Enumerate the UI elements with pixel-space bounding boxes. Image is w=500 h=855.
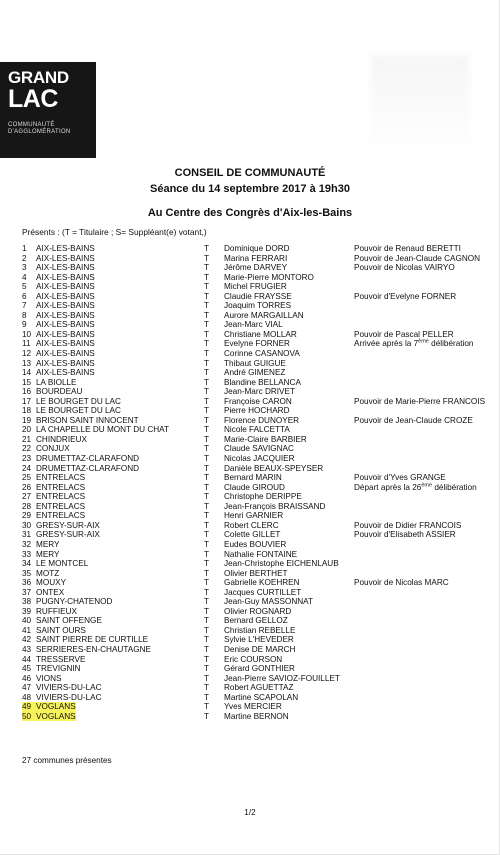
- attendance-row: [22, 616, 492, 626]
- attendance-row: [22, 511, 492, 521]
- member-type: T: [204, 396, 210, 406]
- row-number: 28: [22, 501, 32, 511]
- member-type: T: [204, 244, 210, 253]
- member-name: Claude GIROUD: [224, 482, 285, 492]
- member-type: T: [204, 587, 210, 597]
- member-type: T: [204, 501, 210, 511]
- attendance-row: [22, 530, 492, 540]
- member-type: T: [204, 568, 210, 578]
- session-date: Séance du 14 septembre 2017 à 19h30: [150, 183, 350, 195]
- member-name: Olivier ROGNARD: [224, 606, 292, 616]
- commune-name: ENTRELACS: [36, 501, 86, 511]
- member-name: Nicolas JACQUIER: [224, 454, 295, 464]
- member-name: Christiane MOLLAR: [224, 329, 297, 339]
- row-number: 38: [22, 597, 32, 607]
- row-number: 30: [22, 520, 32, 530]
- attendance-row: [22, 311, 492, 321]
- member-type: T: [204, 520, 210, 530]
- communes-count: 27 communes présentes: [22, 756, 112, 765]
- member-type: T: [204, 644, 210, 654]
- member-name: Claudie FRAYSSE: [224, 291, 292, 301]
- row-number: 47: [22, 683, 32, 693]
- attendance-row: [22, 626, 492, 636]
- member-type: T: [204, 711, 210, 721]
- member-type: T: [204, 664, 210, 674]
- member-type: T: [204, 511, 210, 521]
- logo-line2: LAC: [8, 85, 58, 113]
- commune-name: LE BOURGET DU LAC: [36, 406, 121, 416]
- row-number: 35: [22, 568, 32, 578]
- commune-name: TREVIGNIN: [36, 664, 81, 674]
- row-number: 15: [22, 377, 32, 387]
- member-name: Corinne CASANOVA: [224, 349, 300, 359]
- attendance-row: [22, 292, 492, 302]
- commune-name: SAINT OURS: [36, 625, 86, 635]
- member-type: T: [204, 434, 210, 444]
- attendance-row: [22, 569, 492, 579]
- commune-name: VIONS: [36, 673, 62, 683]
- member-name: Florence DUNOYER: [224, 415, 300, 425]
- member-name: Martine SCAPOLAN: [224, 692, 299, 702]
- member-type: T: [204, 387, 210, 397]
- row-number: 7: [22, 301, 27, 311]
- row-number: 16: [22, 387, 32, 397]
- member-name: Jean-Christophe EICHENLAUB: [224, 559, 339, 569]
- attendance-row: [22, 254, 492, 264]
- row-number: 25: [22, 473, 32, 483]
- commune-name: AIX-LES-BAINS: [36, 301, 95, 311]
- commune-name: AIX-LES-BAINS: [36, 349, 95, 359]
- member-name: Jean-Marc DRIVET: [224, 387, 295, 397]
- member-type: T: [204, 339, 210, 349]
- member-type: T: [204, 415, 210, 425]
- commune-name: AIX-LES-BAINS: [36, 253, 95, 263]
- proxy-note: Pouvoir d'Evelyne FORNER: [354, 291, 457, 301]
- member-name: Christian REBELLE: [224, 625, 296, 635]
- row-number: 8: [22, 310, 27, 320]
- commune-name: VOGLANS: [36, 711, 76, 721]
- member-name: Aurore MARGAILLAN: [224, 310, 304, 320]
- commune-name: AIX-LES-BAINS: [36, 291, 95, 301]
- attendance-row: [22, 378, 492, 388]
- member-name: Danièle BEAUX-SPEYSER: [224, 463, 324, 473]
- commune-name: VIVIERS-DU-LAC: [36, 692, 102, 702]
- member-name: Henri GARNIER: [224, 511, 284, 521]
- member-type: T: [204, 349, 210, 359]
- attendance-row: [22, 483, 492, 493]
- member-type: T: [204, 253, 210, 263]
- member-name: Françoise CARON: [224, 396, 292, 406]
- member-type: T: [204, 329, 210, 339]
- attendance-row: [22, 387, 492, 397]
- proxy-note: Pouvoir de Renaud BERETTI: [354, 244, 461, 253]
- commune-name: TRESSERVE: [36, 654, 86, 664]
- member-type: T: [204, 578, 210, 588]
- member-name: Jean-Guy MASSONNAT: [224, 597, 314, 607]
- member-type: T: [204, 683, 210, 693]
- attendance-row: [22, 416, 492, 426]
- row-number: 20: [22, 425, 32, 435]
- member-name: Gérard GONTHIER: [224, 664, 295, 674]
- commune-name: MERY: [36, 549, 60, 559]
- member-type: T: [204, 406, 210, 416]
- member-type: T: [204, 530, 210, 540]
- attendance-row: [22, 339, 492, 349]
- row-number: 31: [22, 530, 32, 540]
- row-number: 4: [22, 272, 27, 282]
- row-number: 49: [22, 702, 36, 712]
- commune-name: SAINT OFFENGE: [36, 616, 102, 626]
- member-name: Sylvie L'HEVEDER: [224, 635, 294, 645]
- member-name: Jean-François BRAISSAND: [224, 501, 326, 511]
- member-type: T: [204, 692, 210, 702]
- grand-lac-logo: [0, 62, 96, 158]
- row-number: 11: [22, 339, 31, 349]
- row-number: 48: [22, 692, 32, 702]
- member-type: T: [204, 625, 210, 635]
- attendance-row: [22, 244, 492, 254]
- commune-name: ENTRELACS: [36, 511, 86, 521]
- row-number: 45: [22, 664, 32, 674]
- attendance-row: [22, 406, 492, 416]
- attendance-row: [22, 597, 492, 607]
- row-number: 14: [22, 368, 32, 378]
- row-number: 10: [22, 329, 32, 339]
- attendance-row: [22, 282, 492, 292]
- commune-name: AIX-LES-BAINS: [36, 329, 95, 339]
- member-name: Joaquim TORRES: [224, 301, 292, 311]
- row-number: 46: [22, 673, 32, 683]
- proxy-note: Pouvoir de Nicolas VAIRYO: [354, 263, 455, 273]
- member-type: T: [204, 482, 210, 492]
- commune-name: VOGLANS: [36, 702, 76, 712]
- member-type: T: [204, 282, 210, 292]
- member-name: Olivier BERTHET: [224, 568, 288, 578]
- attendance-row: [22, 655, 492, 665]
- commune-name: MOUXY: [36, 578, 67, 588]
- row-number: 9: [22, 320, 27, 330]
- attendance-row: [22, 464, 492, 474]
- attendance-row: [22, 693, 492, 703]
- row-number: 37: [22, 587, 32, 597]
- commune-name: MOTZ: [36, 568, 60, 578]
- member-name: Marina FERRARI: [224, 253, 288, 263]
- commune-name: BRISON SAINT INNOCENT: [36, 415, 139, 425]
- commune-name: GRESY-SUR-AIX: [36, 520, 100, 530]
- commune-name: LE MONTCEL: [36, 559, 89, 569]
- presents-legend: Présents : (T = Titulaire ; S= Suppléant(e) votant,): [22, 227, 207, 237]
- attendance-row: [22, 607, 492, 617]
- attendance-row: [22, 702, 492, 712]
- member-type: T: [204, 606, 210, 616]
- attendance-row: [22, 540, 492, 550]
- member-name: Blandine BELLANCA: [224, 377, 301, 387]
- member-name: Marie-Pierre MONTORO: [224, 272, 314, 282]
- member-type: T: [204, 539, 210, 549]
- row-number: 41: [22, 625, 32, 635]
- attendance-row: [22, 301, 492, 311]
- commune-name: AIX-LES-BAINS: [36, 263, 95, 273]
- proxy-note: Pouvoir de Jean-Claude CAGNON: [354, 253, 481, 263]
- row-number: 19: [22, 415, 32, 425]
- attendance-row: [22, 368, 492, 378]
- member-name: Denise DE MARCH: [224, 644, 296, 654]
- row-number: 29: [22, 511, 32, 521]
- commune-name: AIX-LES-BAINS: [36, 310, 95, 320]
- logo-subline1: COMMUNAUTÉ: [8, 122, 55, 128]
- proxy-note: Pouvoir d'Elisabeth ASSIER: [354, 530, 456, 540]
- commune-name: SAINT PIERRE DE CURTILLE: [36, 635, 149, 645]
- commune-name: PUGNY-CHATENOD: [36, 597, 113, 607]
- attendance-list: [22, 244, 492, 721]
- member-name: Jean-Marc VIAL: [224, 320, 283, 330]
- attendance-row: [22, 588, 492, 598]
- row-number: 13: [22, 358, 32, 368]
- attendance-row: [22, 559, 492, 569]
- row-number: 12: [22, 349, 32, 359]
- attendance-row: [22, 502, 492, 512]
- member-type: T: [204, 673, 210, 683]
- member-type: T: [204, 320, 210, 330]
- commune-name: ENTRELACS: [36, 473, 86, 483]
- member-name: Yves MERCIER: [224, 702, 282, 712]
- row-number: 42: [22, 635, 32, 645]
- document-title: CONSEIL DE COMMUNAUTÉ: [174, 167, 326, 179]
- member-name: Marie-Claire BARBIER: [224, 434, 307, 444]
- commune-name: ONTEX: [36, 587, 65, 597]
- member-name: Bernard MARIN: [224, 473, 282, 483]
- member-type: T: [204, 377, 210, 387]
- commune-name: ENTRELACS: [36, 492, 86, 502]
- row-number: 6: [22, 291, 27, 301]
- row-number: 1: [22, 244, 27, 253]
- member-type: T: [204, 358, 210, 368]
- member-type: T: [204, 492, 210, 502]
- logo-subline2: D'AGGLOMÉRATION: [8, 129, 71, 135]
- commune-name: AIX-LES-BAINS: [36, 320, 95, 330]
- attendance-row: [22, 674, 492, 684]
- proxy-note: Pouvoir de Marie-Pierre FRANCOIS: [354, 396, 486, 406]
- commune-name: CHINDRIEUX: [36, 434, 87, 444]
- member-name: Gabrielle KOEHREN: [224, 578, 300, 588]
- commune-name: AIX-LES-BAINS: [36, 244, 95, 253]
- attendance-row: [22, 521, 492, 531]
- member-name: Eudes BOUVIER: [224, 539, 287, 549]
- member-name: Evelyne FORNER: [224, 339, 290, 349]
- attendance-row: [22, 683, 492, 693]
- attendance-row: [22, 349, 492, 359]
- row-number: 26: [22, 482, 32, 492]
- proxy-note: Pouvoir de Jean-Claude CROZE: [354, 415, 473, 425]
- row-number: 2: [22, 253, 27, 263]
- proxy-note: Pouvoir d'Yves GRANGE: [354, 473, 446, 483]
- row-number: 40: [22, 616, 32, 626]
- commune-name: DRUMETTAZ-CLARAFOND: [36, 463, 140, 473]
- commune-name: VIVIERS-DU-LAC: [36, 683, 102, 693]
- member-type: T: [204, 454, 210, 464]
- proxy-note: Départ après la 26ème délibération: [354, 481, 477, 492]
- attendance-row: [22, 425, 492, 435]
- scan-smudge: [370, 55, 470, 150]
- member-name: Jacques CURTILLET: [224, 587, 302, 597]
- proxy-note: Pouvoir de Pascal PELLER: [354, 329, 454, 339]
- commune-name: LA BIOLLE: [36, 377, 77, 387]
- member-type: T: [204, 291, 210, 301]
- member-name: Colette GILLET: [224, 530, 281, 540]
- member-type: T: [204, 425, 210, 435]
- attendance-row: [22, 550, 492, 560]
- member-type: T: [204, 702, 210, 712]
- row-number: 18: [22, 406, 32, 416]
- member-type: T: [204, 301, 210, 311]
- logo-line1: GRAND: [8, 68, 69, 87]
- attendance-row: [22, 664, 492, 674]
- member-name: André GIMENEZ: [224, 368, 286, 378]
- member-type: T: [204, 263, 210, 273]
- row-number: 27: [22, 492, 32, 502]
- attendance-row: [22, 645, 492, 655]
- attendance-row: [22, 273, 492, 283]
- attendance-row: [22, 454, 492, 464]
- member-name: Jean-Pierre SAVIOZ-FOUILLET: [224, 673, 340, 683]
- attendance-row: [22, 359, 492, 369]
- member-type: T: [204, 368, 210, 378]
- row-number: 50: [22, 712, 36, 722]
- commune-name: GRESY-SUR-AIX: [36, 530, 100, 540]
- member-name: Bernard GELLOZ: [224, 616, 288, 626]
- member-name: Pierre HOCHARD: [224, 406, 290, 416]
- row-number: 33: [22, 549, 32, 559]
- member-name: Robert AGUETTAZ: [224, 683, 294, 693]
- commune-name: ENTRELACS: [36, 482, 86, 492]
- row-number: 34: [22, 559, 32, 569]
- attendance-row: [22, 492, 492, 502]
- member-type: T: [204, 463, 210, 473]
- member-name: Jérôme DARVEY: [224, 263, 288, 273]
- row-number: 44: [22, 654, 32, 664]
- commune-name: SERRIERES-EN-CHAUTAGNE: [36, 644, 151, 654]
- commune-name: AIX-LES-BAINS: [36, 282, 95, 292]
- member-type: T: [204, 597, 210, 607]
- member-name: Martine BERNON: [224, 711, 289, 721]
- row-number: 43: [22, 644, 32, 654]
- attendance-row: [22, 320, 492, 330]
- row-number: 32: [22, 539, 32, 549]
- member-name: Eric COURSON: [224, 654, 283, 664]
- row-number: 24: [22, 463, 32, 473]
- member-type: T: [204, 559, 210, 569]
- attendance-row: [22, 397, 492, 407]
- member-type: T: [204, 654, 210, 664]
- member-name: Nathalie FONTAINE: [224, 549, 298, 559]
- commune-name: CONJUX: [36, 444, 70, 454]
- attendance-row: [22, 263, 492, 273]
- page-number: 1/2: [244, 808, 256, 817]
- member-name: Nicole FALCETTA: [224, 425, 290, 435]
- commune-name: LA CHAPELLE DU MONT DU CHAT: [36, 425, 169, 435]
- meeting-place: Au Centre des Congrès d'Aix-les-Bains: [147, 207, 353, 219]
- row-number: 5: [22, 282, 27, 292]
- commune-name: LE BOURGET DU LAC: [36, 396, 121, 406]
- member-type: T: [204, 444, 210, 454]
- row-number: 22: [22, 444, 32, 454]
- commune-name: AIX-LES-BAINS: [36, 358, 95, 368]
- member-type: T: [204, 616, 210, 626]
- member-name: Dominique DORD: [224, 244, 290, 253]
- commune-name: DRUMETTAZ-CLARAFOND: [36, 454, 140, 464]
- commune-name: MERY: [36, 539, 60, 549]
- member-type: T: [204, 272, 210, 282]
- commune-name: AIX-LES-BAINS: [36, 339, 95, 349]
- member-type: T: [204, 635, 210, 645]
- commune-name: AIX-LES-BAINS: [36, 272, 95, 282]
- member-name: Christophe DERIPPE: [224, 492, 302, 502]
- row-number: 3: [22, 263, 27, 273]
- commune-name: RUFFIEUX: [36, 606, 77, 616]
- row-number: 17: [22, 396, 32, 406]
- member-name: Thibaut GUIGUE: [224, 358, 286, 368]
- row-number: 23: [22, 454, 32, 464]
- member-name: Michel FRUGIER: [224, 282, 287, 292]
- member-type: T: [204, 310, 210, 320]
- member-name: Robert CLERC: [224, 520, 279, 530]
- row-number: 36: [22, 578, 32, 588]
- attendance-row: [22, 712, 492, 722]
- attendance-row: [22, 578, 492, 588]
- proxy-note: Pouvoir de Didier FRANCOIS: [354, 520, 462, 530]
- commune-name: AIX-LES-BAINS: [36, 368, 95, 378]
- member-type: T: [204, 549, 210, 559]
- attendance-row: [22, 444, 492, 454]
- row-number: 21: [22, 434, 32, 444]
- proxy-note: Pouvoir de Nicolas MARC: [354, 578, 449, 588]
- row-number: 39: [22, 606, 32, 616]
- member-name: Claude SAVIGNAC: [224, 444, 294, 454]
- proxy-note: Arrivée après la 7ème délibération: [354, 338, 474, 349]
- commune-name: BOURDEAU: [36, 387, 83, 397]
- attendance-row: [22, 635, 492, 645]
- attendance-row: [22, 435, 492, 445]
- member-type: T: [204, 473, 210, 483]
- logo-subtitle: [8, 122, 71, 136]
